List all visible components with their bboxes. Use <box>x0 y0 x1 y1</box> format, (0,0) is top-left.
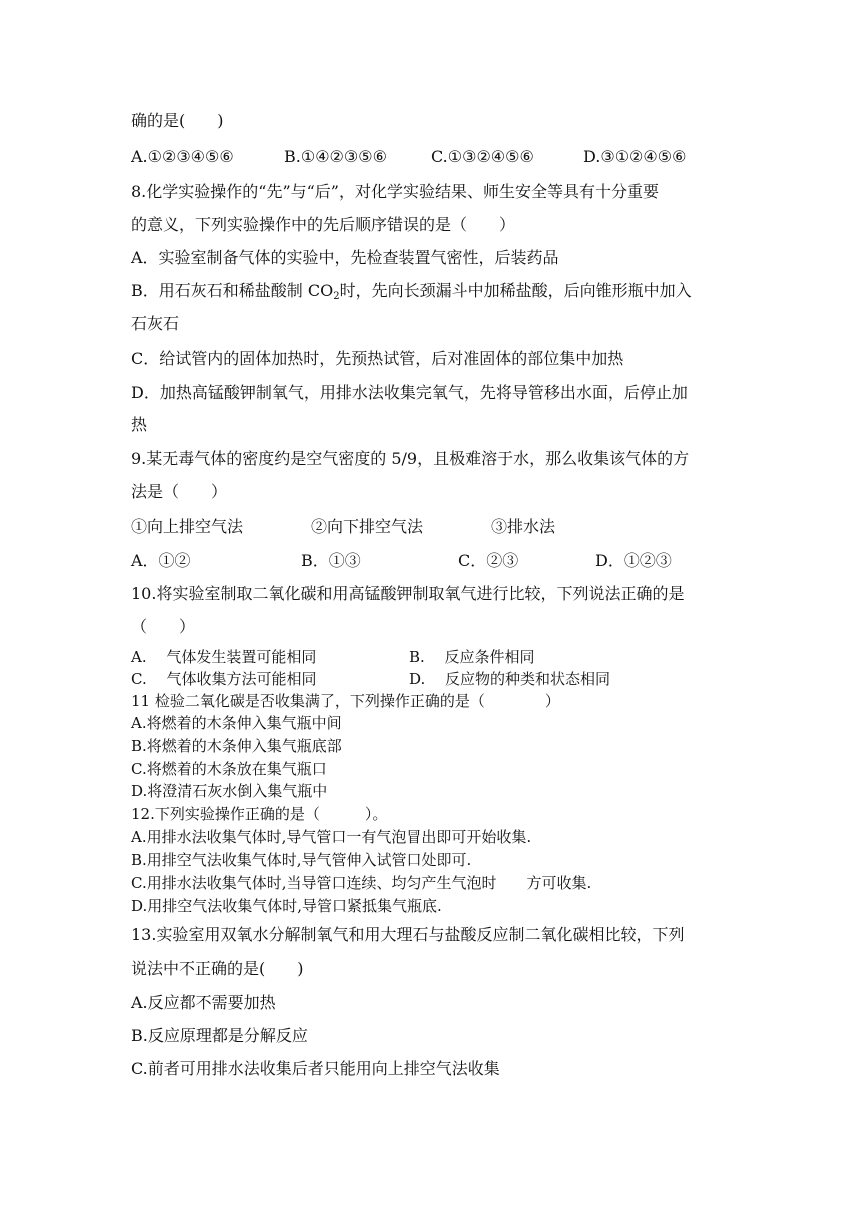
q9-option-a: A．①② <box>131 551 191 570</box>
q8-stem-line1: 8.化学实验操作的“先”与“后”，对化学实验结果、师生安全等具有十分重要 <box>131 182 659 201</box>
q13-option-b: B.反应原理都是分解反应 <box>131 1026 308 1045</box>
q10-stem-line2: （ ） <box>131 617 196 636</box>
q10-stem-line1: 10.将实验室制取二氧化碳和用高锰酸钾制取氧气进行比较，下列说法正确的是 <box>131 584 685 603</box>
q10-option-d: D. 反应物的种类和状态相同 <box>409 670 611 688</box>
q9-option-d: D．①②③ <box>595 551 672 570</box>
q13-stem-line2: 说法中不正确的是( ) <box>131 959 304 978</box>
q11-option-b: B.将燃着的木条伸入集气瓶底部 <box>131 737 342 755</box>
q8-option-a: A．实验室制备气体的实验中，先检查装置气密性，后装药品 <box>131 248 559 267</box>
q11-option-c: C.将燃着的木条放在集气瓶口 <box>131 760 327 778</box>
q8-option-b <box>131 281 692 301</box>
q8-option-b-subscript: 2 <box>333 291 340 302</box>
q9-stem-line1: 9.某无毒气体的密度约是空气密度的 5/9，且极难溶于水，那么收集该气体的方 <box>131 449 690 468</box>
q10-option-c: C. 气体收集方法可能相同 <box>131 670 317 688</box>
q12-option-c: C.用排水法收集气体时,当导管口连续、均匀产生气泡时 方可收集. <box>131 874 592 892</box>
q8-option-d-line1: D．加热高锰酸钾制氧气，用排水法收集完氧气，先将导管移出水面，后停止加 <box>131 383 688 402</box>
q7-option-c: C.①③②④⑤⑥ <box>431 147 534 166</box>
q13-option-c: C.前者可用排水法收集后者只能用向上排空气法收集 <box>131 1059 500 1078</box>
q8-option-b-line2: 石灰石 <box>131 314 180 333</box>
q7-option-b: B.①④②③⑤⑥ <box>284 147 387 166</box>
q7-option-d: D.③①②④⑤⑥ <box>583 147 687 166</box>
q11-option-a: A.将燃着的木条伸入集气瓶中间 <box>131 714 342 732</box>
q9-method-3: ③排水法 <box>491 517 556 536</box>
q13-option-a: A.反应都不需要加热 <box>131 993 276 1012</box>
q9-option-c: C．②③ <box>458 551 519 570</box>
q9-stem-line2: 法是（ ） <box>131 482 228 501</box>
q8-option-d-line2: 热 <box>131 415 148 434</box>
q13-stem-line1: 13.实验室用双氧水分解制氧气和用大理石与盐酸反应制二氧化碳相比较，下列 <box>131 925 685 944</box>
q9-option-b: B．①③ <box>301 551 361 570</box>
q10-option-a: A. 气体发生装置可能相同 <box>131 648 317 666</box>
q12-option-a: A.用排水法收集气体时,导气管口一有气泡冒出即可开始收集. <box>131 828 532 846</box>
q9-method-2: ②向下排空气法 <box>311 517 424 536</box>
q11-stem: 11 检验二氧化碳是否收集满了，下列操作正确的是（ ） <box>131 692 560 710</box>
q8-option-b-pre: B．用石灰石和稀盐酸制 CO <box>131 281 334 300</box>
q12-option-b: B.用排空气法收集气体时,导气管伸入试管口处即可. <box>131 851 472 869</box>
q8-option-b-post: 时，先向长颈漏斗中加稀盐酸，后向锥形瓶中加入 <box>339 281 692 300</box>
q8-stem-line2: 的意义，下列实验操作中的先后顺序错误的是（ ） <box>131 215 516 234</box>
q12-option-d: D.用排空气法收集气体时,导管口紧抵集气瓶底. <box>131 897 442 915</box>
q11-option-d: D.将澄清石灰水倒入集气瓶中 <box>131 782 328 800</box>
q8-option-c: C．给试管内的固体加热时，先预热试管，后对准固体的部位集中加热 <box>131 349 624 368</box>
q10-option-b: B. 反应条件相同 <box>409 648 535 666</box>
q7-stem-end: 确的是( ) <box>131 111 224 130</box>
q12-stem: 12.下列实验操作正确的是（ ）。 <box>131 805 388 823</box>
q7-option-a: A.①②③④⑤⑥ <box>131 147 234 166</box>
q9-method-1: ①向上排空气法 <box>131 517 244 536</box>
